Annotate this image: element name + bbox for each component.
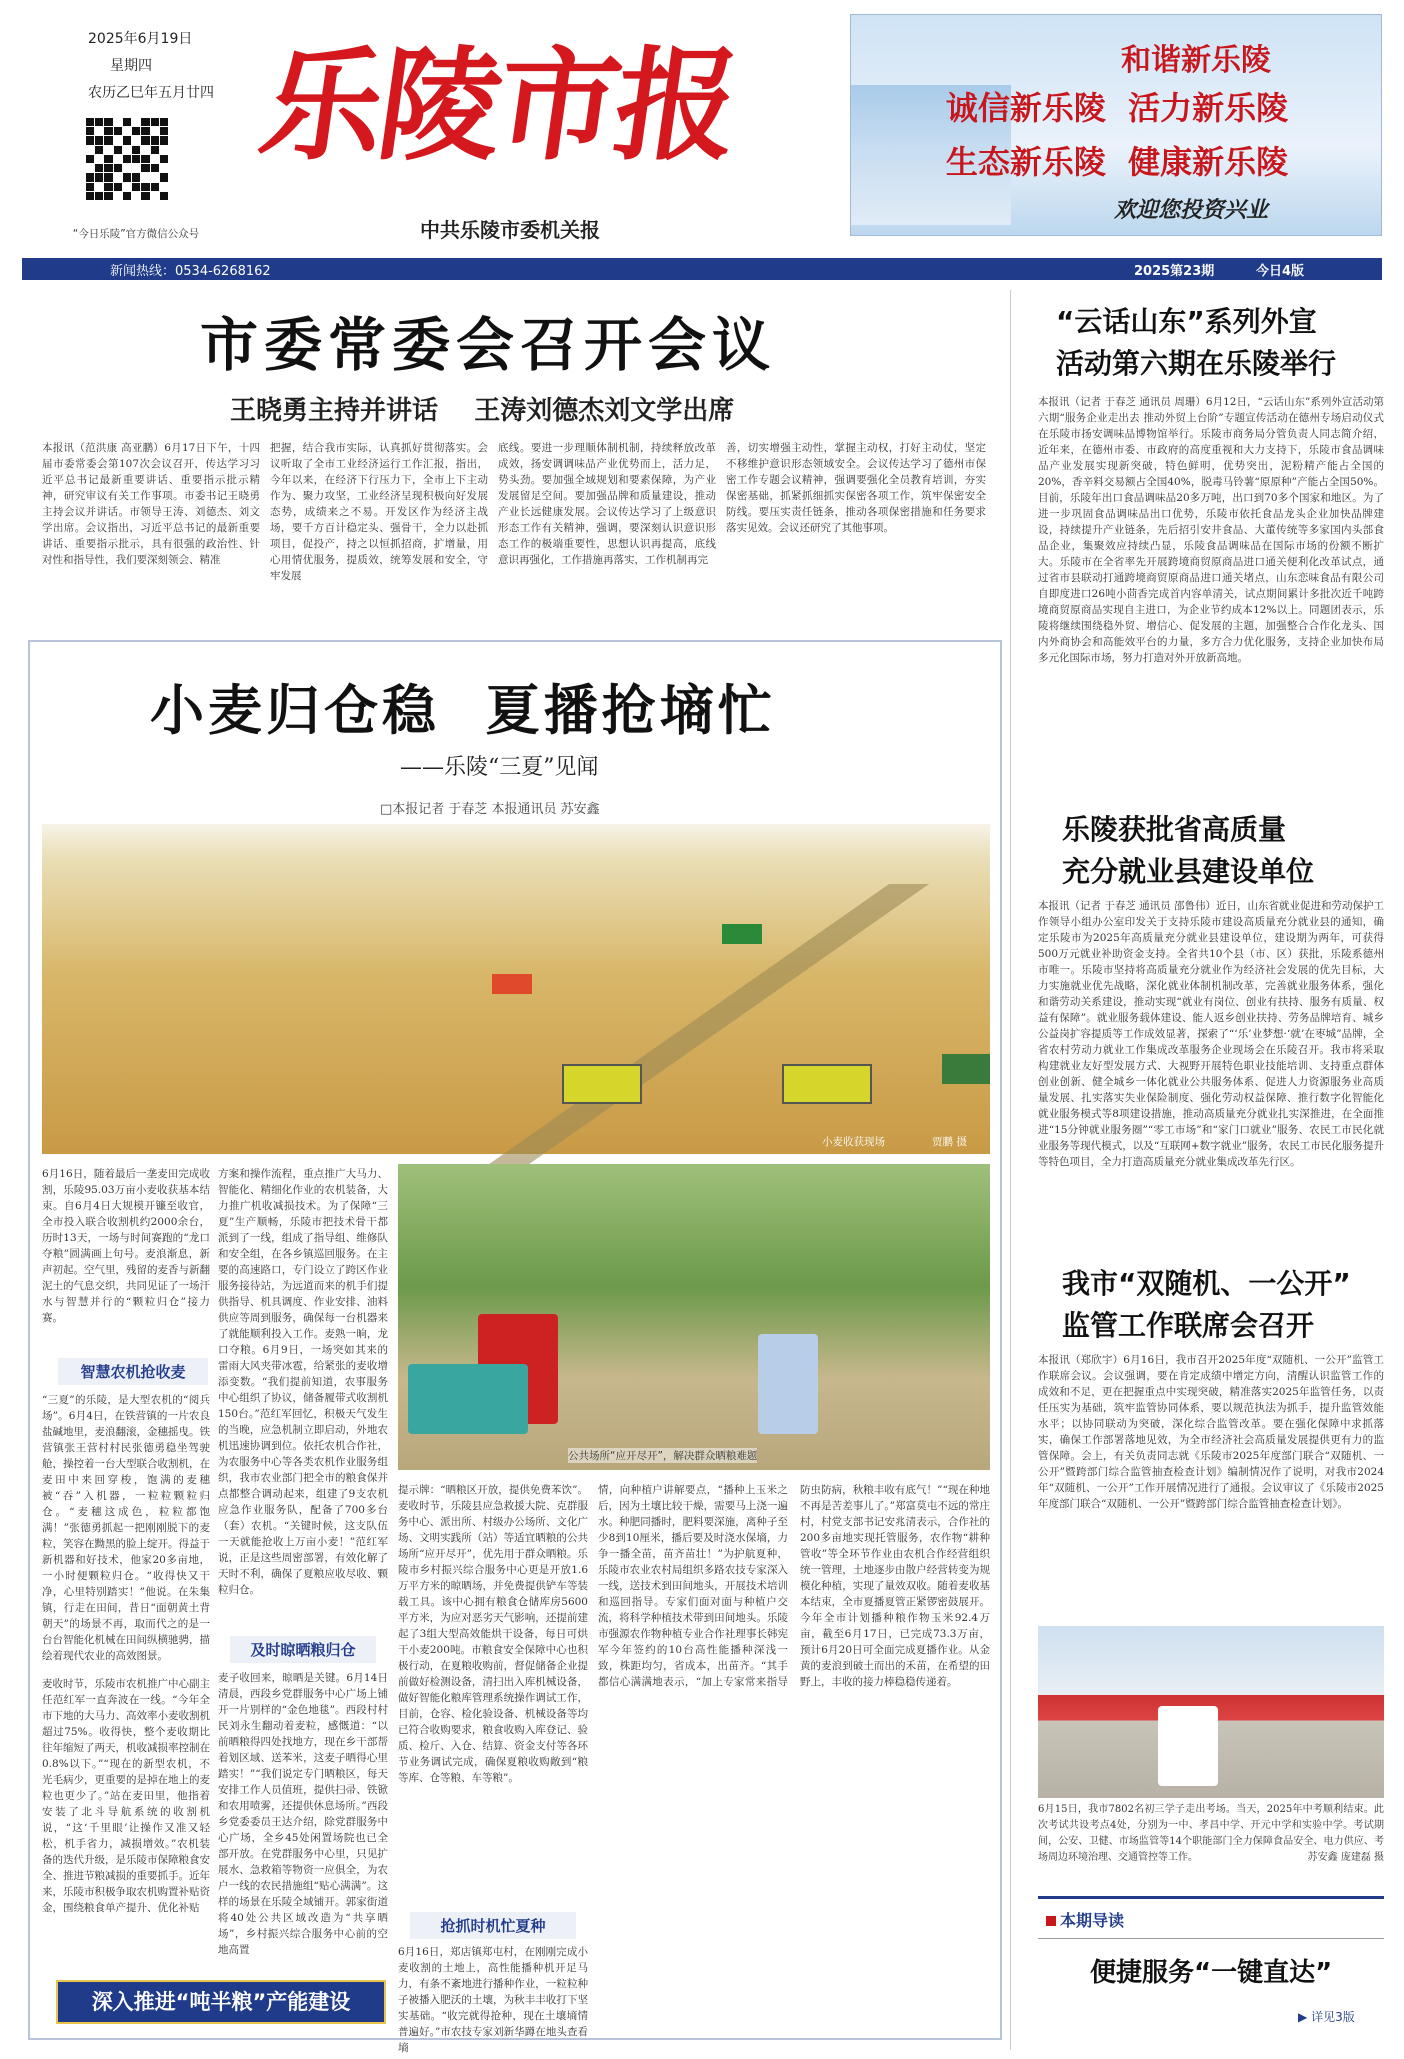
side1-body: 本报讯（记者 于春芝 通讯员 周珊）6月12日，“云话山东”系列外宣活动第六期“服务企业走出去 推动外贸上台阶”专题宣传活动在德州专场启动仪式在乐陵市扬安调味品博物馆举行。乐陵市商务局分管负责人同志简介绍，近年来，在德州市委、市政府的高度重视和大力支持下，乐陵市食品调味品产业发展实现新突破，特色鲜明，优势突出，泥粉精产能占全国的20%，香辛料交易额占全国40%，脱毒马铃薯“原原种”产能占全国50%。目前，乐陵年出口食品调味品20多万吨，出口到70多个国家和地区。为了进一步巩固食品调味品出口优势，乐陵市依托食品龙头企业加快品牌建设，持续提升产业链条，先后招引安井食品、大董传统等多家国内头部食品企业，集聚效应持续凸显，乐陵食品调味品在国际市场的份额不断扩大。乐陵市在全省率先开展跨境商贸原商品进口通关便利化改革试点，通过省市县联动打通跨境商贸原商品进口通关堵点，山东恋味食品有限公司自即度进口26吨小茴香完成首内容单清关，试点期间累计多批次近千吨跨境商贸原商品实现自主进口，为企业节约成本12%以上。同题团表示，乐陵将继续围绕稳外贸、增信心、促发展的主题，加强整合合作化龙头、国内外商协会和高能效平台的力量，多方合力优化服务，支持企业加快布局多元化国际市场，努力打造对外开放新高地。 [1038,396,1384,664]
banner-line-2: 诚信新乐陵 活力新乐陵 [945,89,1289,127]
feature-column-b: 方案和操作流程，重点推广大马力、智能化、精细化作业的农机装备，大力推广机收减损技术。为了保障“三夏”生产顺畅，乐陵市把技术骨干都派到了一线，组成了指导组、维修队和安全组，在各乡镇巡回服务。在主要的高速路口，专门设立了跨区作业服务接待站，为远道而来的机手们提供指导、机具调度、作业安排、油料供应等周到服务，确保每一台机器来了就能顺利投入工作。麦熟一晌，龙口夺粮。6月9日，一场突如其来的雷雨大风夹带冰雹，给紧张的麦收增添变数。“我们提前知道，农事服务中心组织了协议，储备履带式收割机150台。”范红军回忆，积极天气发生的当晚，应急机制立即启动，外地农机迅速协调到位。依托农机合作社，为农服务中心等各类农机作业服务组织，我市农业部门把全市的粮食保并点都整合调动起来，组建了9支农机应急作业服务队，配备了700多台（套）农机。“关键时候，这支队伍一天就能抢收上万亩小麦！”范红军说，正是这些周密部署，有效化解了天时不利，确保了夏粮应收尽收、颗粒归仓。 [218,1168,388,1596]
feature-column-c: 提示牌：“晒粮区开放，提供免费苯饮”。麦收时节，乐陵县应急救援大院、克群服务中心、派出所、村级办公场所、文化广场、文明实践所（站）等适宜晒粮的公共场所“应开尽开”，优先用于群众晒粮。乐陵市乡村振兴综合服务中心更是开放1.6万平方米的晾晒场，并免费提供铲车等装载工具。该中心拥有粮食仓储库房5600平方米，为应对恶劣天气影响，还提前建起了3组大型高效能烘干设备，每日可烘干小麦200吨。市粮食安全保障中心也积极行动，在夏粮收购前，督促储备企业提前做好检测设备，清扫出入库机械设备，做好智能化粮库管理系统操作调试工作，目前，仓容、检化验设备、机械设备等均已符合收购要求，粮食收购入库登记、验质、检斤、入仓、结算、资金支付等各环节业务调试完成，确保夏粮收购敞到“粮等库、仓等粮、车等粮”。 [398,1484,588,1784]
issue-date: 2025年6月19日 [88,31,193,47]
lead-subheadline: 王晓勇主持并讲话 王涛刘德杰刘文学出席 [230,396,735,426]
arrow-right-icon: ▶ [1298,2010,1308,2024]
lead-column-2: 把握，结合我市实际，认真抓好贯彻落实。会议听取了全市工业经济运行工作汇报，指出，今年以来，在经济下行压力下，全市上下主动作为、聚力攻坚，工业经济呈现积极向好发展态势，成绩来之不易。开发区作为经济主战场，要千方百计稳定头、强骨干，全力以赴抓项目，促投产，持之以恒抓招商，扩增量，用心用情优服务，提质效，统筹发展和安全，守牢发展 [270,442,488,582]
feature-subheadline: ——乐陵“三夏”见闻 [400,755,599,780]
feature-subheading-1: 智慧农机抢收麦 [58,1358,208,1385]
feature-column-c-cont: 6月16日，郑店镇郑屯村，在刚刚完成小麦收割的土地上，高性能播种机开足马力，有条不紊地进行播种作业，一粒粒种子被播入肥沃的土壤，为秋丰丰收打下坚实基础。“收完就得抢种，现在土壤墒情普遍好。”市农技专家刘新华蹲在地头查看墒 [398,1946,588,2054]
lead-column-3: 底线。要进一步理顺体制机制，持续释放改革成效，扬安调调味品产业优势而上，活力足，势头劲。要加强全域规划和要素保障，为产业发展留足空间。要加强品牌和质量建设，推动产业长远健康发展。会议传达学习了上级意识形态工作有关精神，强调，要深刻认识意识形态工作的极端重要性，思想认识再提高，底线意识再强化，工作措施再落实，工作机制再完 [498,442,716,566]
page-count: 今日4版 [1256,264,1305,279]
feature-byline: □本报记者 于春芝 本报通讯员 苏安鑫 [380,802,600,817]
feature-column-a-body: “三夏”的乐陵，是大型农机的“阅兵场”。6月4日，在铁营镇的一片农良盐碱地里，麦浪翻滚，金穗摇曳。铁营镇张王营村村民张德勇稳坐驾驶舱，操控着一台大型联合收割机，在麦田中来回穿梭，饱满的麦穗被“吞”入机器，一粒粒颗粒归仓。“麦穗这成色，粒粒都饱满！”张德勇抓起一把刚刚脱下的麦粒，笑容在黝黑的脸上绽开。得益于新机器和好技术，他家20多亩地，一小时便颗粒归仓。“收得快又干净，心里特别踏实！”他说。在朱集镇，行走在田间，昔日“面朝黄土背朝天”的场景不再，取而代之的是一台台智能化机械在田间纵横驰骋，描绘着现代农业的高效图景。 [42,1394,210,1662]
investment-banner [850,14,1382,236]
masthead-date-block [88,28,238,109]
truck-2 [782,1064,872,1104]
photo1-credit: 贾鹏 摄 [932,1136,967,1148]
wheat-harvest-photo [42,824,990,1154]
feature-column-b-cont: 麦子收回来，晾晒是关键。6月14日清晨，西段乡党群服务中心广场上铺开一片别样的“金色地毯”。西段村村民刘永生翻动着麦粒，感慨道：“以前晒粮得四处找地方，现在乡干部帮着划区域、送苯米，这麦子晒得心里踏实！”“我们说定专门晒粮区，每天安排工作人员值班，提供扫帚、铁锨和农用喷雾，还提供休息场所。”西段乡党委委员王达介绍，除党群服务中心广场，全乡45处闲置场院也已全部开放。在党群服务中心里，只见扩展水、急救箱等物资一应俱全，为农户一线的农民措施组“贴心满满”。这样的场景在乐陵全域铺开。郭家街道将40处公共区域改造为“共享晒场”，乡村振兴综合服务中心前的空地高置 [218,1672,388,1956]
grain-drying-photo [398,1164,990,1470]
cargo-tricycle [408,1364,528,1434]
exam-photo-credit: 苏安鑫 庞建磊 摄 [1307,1852,1384,1863]
side2-headline-2: 充分就业县建设单位 [1062,855,1315,888]
harvester-2 [722,924,762,944]
side3-headline-1: 我市“双随机、一公开” [1062,1267,1351,1300]
feature-subheading-3: 抢抓时机忙夏种 [410,1912,576,1939]
guide-thin-rule [1038,1938,1384,1939]
exam-caption-text: 6月15日，我市7802名初三学子走出考场。当天，2025年中考顺利结束。此次考试共设考点4处，分别为一中、孝昌中学、开元中学和实验中学。考试期间，公安、卫健、市场监管等14个职能部门全力保障食品安全、电力供应、考场周边环境治理、交通管控等工作。 [1038,1804,1384,1863]
guide-label-text: 本期导读 [1060,1911,1125,1930]
guide-more-link[interactable] [1298,2008,1355,2025]
worker-blue-shirt [758,1334,818,1434]
lead-headline: 市委常委会召开会议 [200,311,777,379]
photo2-caption: 公共场所“应开尽开”，解决群众晒粮难题 [568,1450,758,1462]
side2-headline-1: 乐陵获批省高质量 [1062,813,1287,846]
side3-body: 本报讯（郑欣宇）6月16日，我市召开2025年度“双随机、一公开”监管工作联席会议。会议强调，要在肯定成绩中增定方向，清醒认识监管工作的成效和不足，更在把握重点中实现突破，精准落实2025年监管任务，以责任压实为基础，筑牢监管协同体系，要以规范执法为抓手，提升监管效能水平；以协同联动为突破，深化综合监管改革。要在强化保障中求抓落实，确保工作部署落地见效，为全市经济社会高质量发展提供更有力的监管保障。会上，有关负责同志就《乐陵市2025年度部门联合“双随机、一公开”暨跨部门综合监管抽查检查计划》编制情况作了说明，对我市2024年“双随机、一公开”工作开展情况进行了通报。会议审议了《乐陵市2025年度部门联合“双随机、一公开”暨跨部门综合监管抽查检查计划》。 [1038,1354,1384,1510]
field-road [475,884,929,1174]
truck-1 [562,1064,642,1104]
masthead-info-bar [22,258,1382,280]
lead-column-1: 本报讯（范洪康 高亚鹏）6月17日下午，十四届市委常委会第107次会议召开，传达学习习近平总书记最新重要讲话、重要指示批示精神，研究审议有关工作事项。市委书记王晓勇主持会议并讲话。市领导王涛、刘德杰、刘文学出席。会议指出，习近平总书记的最新重要讲话、重要指示批示，具有很强的政治性、针对性和指导性，我们要深刻领会、精准 [42,442,260,566]
feature-column-d: 情，向种植户讲解要点，“播种上玉米之后，因为土壤比较干燥，需要马上浇一遍水。种肥同播时，肥料要深施，离种子至少8到10厘米，播后要及时浇水保墒，力争一播全苗，苗齐苗壮！”为护航夏种，乐陵市农业农村局组织多路农技专家深入一线，送技术到田间地头，开展技术培训和巡回指导。专家们面对面与种植户交流，将科学种植技术带到田间地头。乐陵市强源农作物种植专业合作社理事长韩宪军今年签约的10台高性能播种深浅一致，株距均匀，省成本，出苗齐。“其手都信心满满地表示，“加上专家常来指导防虫防病，秋粮丰收有底气！”“现在种地不再是苦差事儿了。”郑富莫屯不远的常庄村，村党支部书记安兆清表示，合作社的200多亩地实现托管服务，农作物“耕种管收”等全环节作业由农机合作经营组织统一管理，土地逐步由散户经营转变为规模化种植，实现了量效双收。随着麦收基本结束，全市夏播夏管正紧锣密鼓展开。今年全市计划播种粮作物玉米92.4万亩，截至6月17日，已完成73.3万亩，预计6月20日可全面完成夏播作业。从金黄的麦浪到破土而出的禾苗，在希望的田野上，丰收的接力棒稳稳传递着。 [598,1484,990,1688]
lead-column-4: 善，切实增强主动性，掌握主动权，打好主动仗，坚定不移维护意识形态领域安全。会议传达学习了德州市保密工作专题会议精神，强调要强化全员教育培训，夯实保密基础，抓紧抓细抓实保密各项工作，筑牢保密安全防线。要压实责任链条，推动各项保密措施和任务要求落实见效。会议还研究了其他事项。 [726,442,986,534]
exam-photo [1038,1626,1384,1798]
feature-headline: 小麦归仓稳 夏播抢墒忙 [150,679,776,742]
guide-square-icon [1046,1916,1056,1926]
banner-line-1: 和谐新乐陵 [1121,43,1271,78]
qr-caption: “今日乐陵”官方微信公众号 [72,228,200,240]
feature-column-a-cont: 麦收时节，乐陵市农机推广中心副主任范红军一直奔波在一线。“今年全市下地的大马力、高效率小麦收割机超过75%。收得快，整个麦收期比往年缩短了两天，机收减损率控制在0.8%以下。”“现在的新型农机，不光毛病少，更重要的是掉在地上的麦粒也更少了。”站在麦田里，他指着安装了北斗导航系统的收割机说，“这‘千里眼’让操作又准又轻松，机手省力，减损增效。”农机装备的迭代升级，是乐陵市保障粮食安全、推进节粮减损的重要抓手。近年来，乐陵市积极争取农机购置补贴资金，围绕粮食单产提升、优化补贴 [42,1678,210,1914]
issue-number: 2025第23期 [1134,264,1215,279]
feature-subheading-2: 及时晾晒粮归仓 [230,1636,376,1663]
photo1-caption: 小麦收获现场 [822,1136,885,1148]
guide-headline[interactable]: 便捷服务“一键直达” [1090,1958,1333,1988]
harvester-1 [492,974,532,994]
column-divider [1010,290,1011,2050]
side2-body: 本报讯（记者 于春芝 通讯员 邵鲁伟）近日，山东省就业促进和劳动保护工作领导小组办公室印发关于支持乐陵市建设高质量充分就业县的通知，确定乐陵市为2025年高质量充分就业县建设单位，建设期为两年，可获得500万元就业补助资金支持。全省共10个县（市、区）获批，乐陵系德州市唯一。乐陵市坚持将高质量充分就业作为经济社会发展的优先目标，大力实施就业优先战略，深化就业体制机制改革，完善就业服务体系，强化和谐劳动关系建设，推动实现“就业有岗位、创业有扶持、服务有质量、权益有保障”。就业服务载体建设、能人返乡创业扶持、劳务品牌培育、城乡公益岗扩容提质等工作成效显著，探索了“‘乐’业梦想·‘就’在枣城”品牌，全省农村劳动力就业工作集成改革服务企业现场会在乐陵召开。我市将采取构建就业友好型发展方式、大视野开展特色职业技能培训、支持重点群体创业创新、健全城乡一体化就业公共服务体系、促进人力资源服务业高质量发展、扎实落实失业保险制度、强化劳动权益保障、推行数字化智能化就业服务模式等8项建设措施，推动高质量充分就业扎实深推进，在全面推进“15分钟就业服务圈”“零工市场”和“家门口就业”服务、农民工市民化就业服务等现代模式，以及“互联网+数字就业”服务，农民工市民化服务提升等特色项目，全力打造高质量充分就业集成改革先行区。 [1038,900,1385,1168]
guide-rule [1038,1896,1384,1899]
banner-line-4: 欢迎您投资兴业 [1113,197,1268,223]
guide-label [1046,1908,1124,1931]
slogan-text: 深入推进“吨半粮”产能建设 [91,1990,351,2014]
wechat-qr-code[interactable] [86,118,168,200]
banner-line-3: 生态新乐陵 健康新乐陵 [945,143,1289,181]
side3-headline-2: 监管工作联席会召开 [1062,1309,1315,1342]
truck-3 [942,1054,990,1084]
newspaper-title: 乐陵市报 [251,33,745,177]
student-figures [1158,1706,1218,1786]
feature-column-a-intro: 6月16日，随着最后一垄麦田完成收割，乐陵95.03万亩小麦收获基本结束。自6月4日大规模开镰至收官，全市投入联合收割机约2000余台，历时13天，一场与时间赛跑的“龙口夺粮”圆满画上句号。麦浪渐息，新声初起。空气里，残留的麦香与新翻泥土的气息交织，共同见证了一场汗水与智慧并行的“颗粒归仓”接力赛。 [42,1168,210,1324]
lunar-date: 农历乙巳年五月廿四 [88,85,214,101]
exam-photo-caption [1038,1802,1384,1882]
newspaper-org: 中共乐陵市委机关报 [420,218,600,242]
slogan-banner [56,1980,386,2024]
guide-more-text: 详见3版 [1311,2010,1355,2024]
side1-headline-1: “云话山东”系列外宣 [1056,305,1317,338]
news-hotline: 新闻热线：0534-6268162 [110,264,271,279]
issue-weekday: 星期四 [110,58,152,74]
side1-headline-2: 活动第六期在乐陵举行 [1056,347,1337,380]
